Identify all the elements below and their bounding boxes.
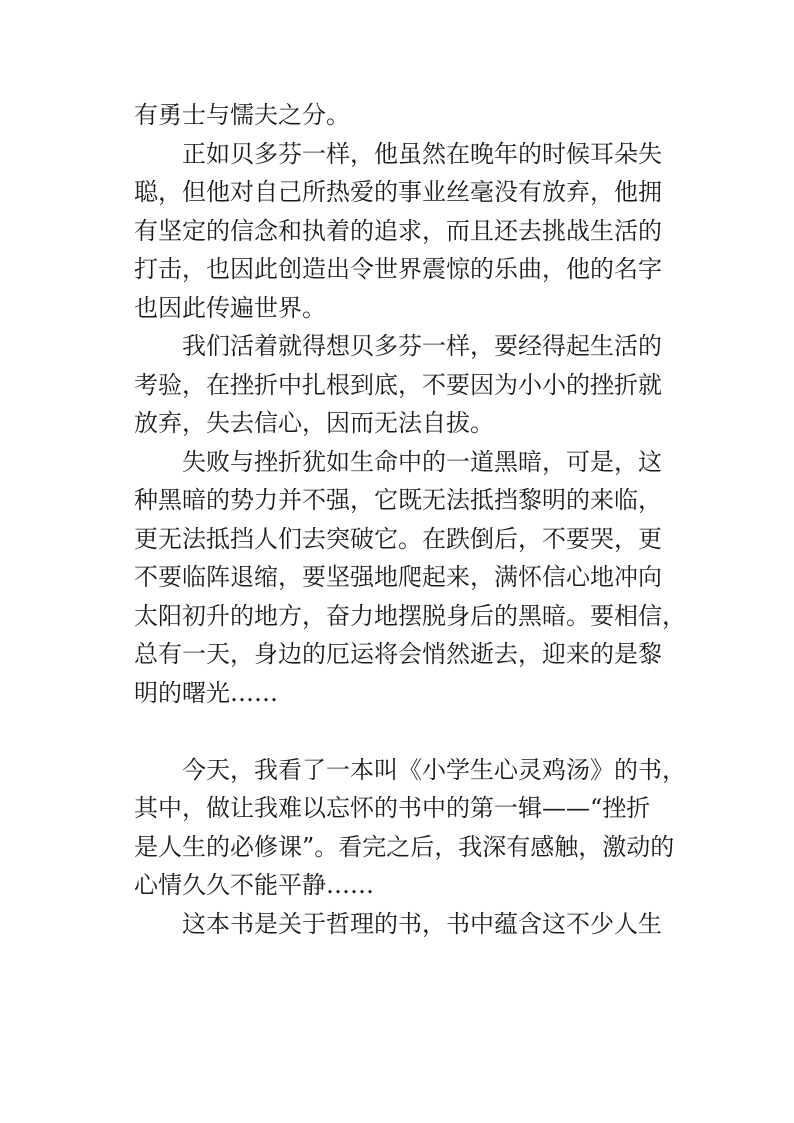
text-line: 心情久久不能平静……: [134, 871, 374, 899]
section-gap: [134, 712, 674, 751]
text-line: 放弃，失去信心，因而无法自拔。: [134, 409, 494, 437]
text-line: 聪，但他对自己所热爱的事业丝毫没有放弃，他拥: [134, 178, 662, 206]
document-body: [134, 96, 686, 943]
paragraph-start-line: 失败与挫折犹如生命中的一道黑暗，可是，这: [182, 447, 662, 476]
text-line: 种黑暗的势力并不强，它既无法抵挡黎明的来临，: [134, 486, 662, 514]
text-line: 明的曙光……: [134, 678, 278, 707]
text-line: 是人生的必修课”。看完之后，我深有感触，激动的: [134, 832, 675, 861]
text-line: 更无法抵挡人们去突破它。在跌倒后，不要哭，更: [134, 524, 662, 553]
paragraph-start-line: 今天，我看了一本叫《小学生心灵鸡汤》的书，: [182, 755, 686, 784]
text-line: 太阳初升的地方，奋力地摆脱身后的黑暗。要相信，: [134, 601, 686, 630]
paragraph-start-line: 这本书是关于哲理的书，书中蕴含这不少人生: [182, 909, 662, 938]
text-line: 有坚定的信念和执着的追求，而且还去挑战生活的: [134, 216, 662, 245]
text-line: 总有一天，身边的厄运将会悄然逝去，迎来的是黎: [134, 640, 662, 668]
text-line: 考验，在挫折中扎根到底，不要因为小小的挫折就: [134, 370, 662, 399]
paragraph-start-line: 正如贝多芬一样，他虽然在晚年的时候耳朵失: [182, 139, 662, 168]
text-line: 不要临阵退缩，要坚强地爬起来，满怀信心地冲向: [134, 563, 662, 591]
text-line: 有勇士与懦夫之分。: [134, 101, 350, 129]
text-line: 其中，做让我难以忘怀的书中的第一辑——“挫折: [134, 794, 651, 822]
text-line: 打击，也因此创造出令世界震惊的乐曲，他的名字: [134, 255, 662, 283]
text-line: 也因此传遍世界。: [134, 293, 326, 322]
paragraph-start-line: 我们活着就得想贝多芬一样，要经得起生活的: [182, 332, 662, 360]
